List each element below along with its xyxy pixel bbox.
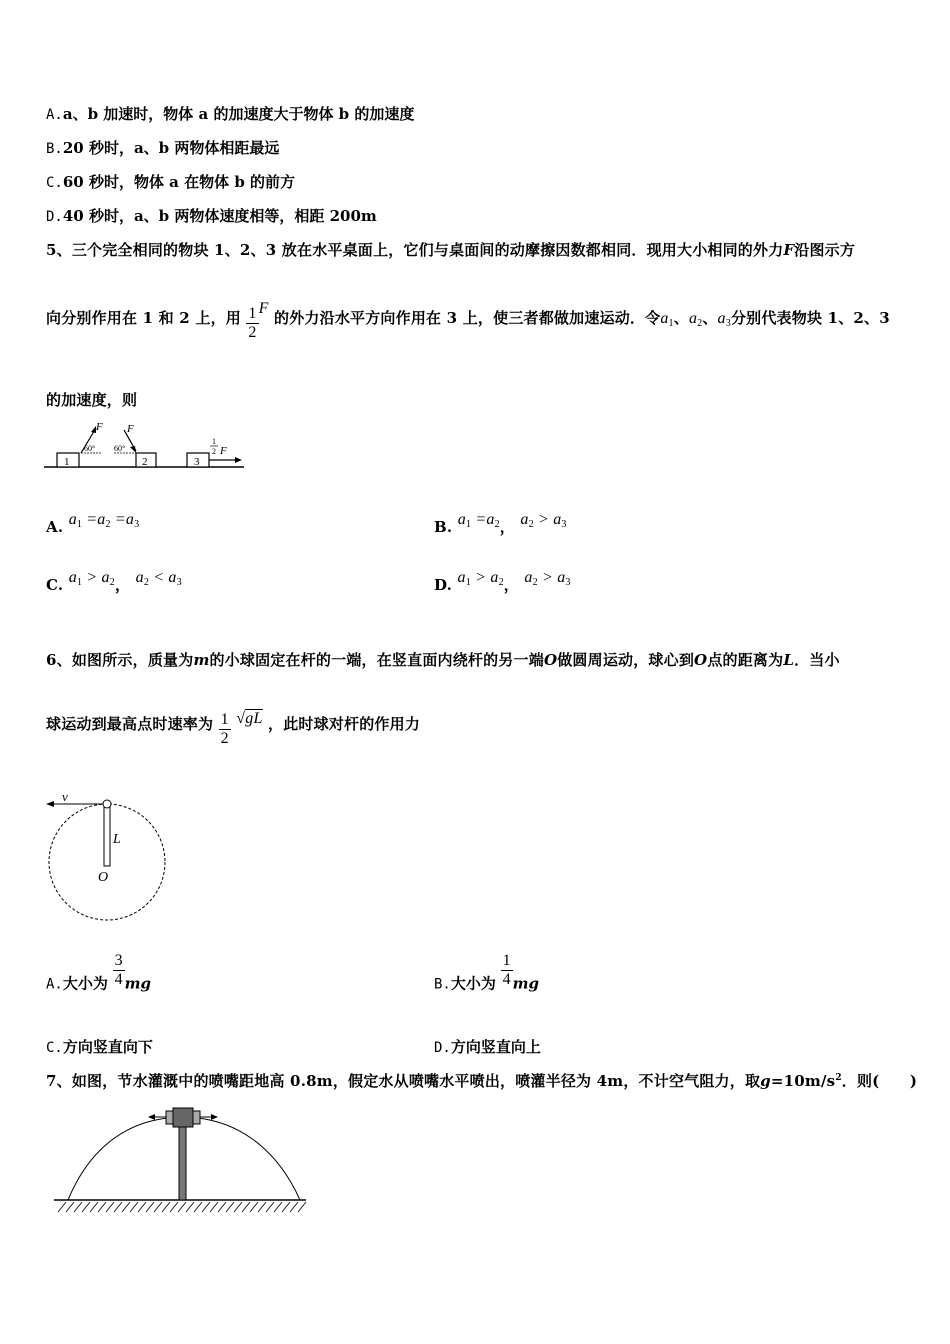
svg-text:60°: 60° bbox=[84, 444, 96, 453]
q5-blocks-figure bbox=[44, 418, 248, 470]
q5-option-c: C. $a_1 > a_2$， $a_2 < a_3$ bbox=[46, 569, 182, 594]
svg-text:O: O bbox=[98, 870, 109, 885]
q6-option-c: C.方向竖直向下 bbox=[46, 1038, 153, 1056]
svg-text:v: v bbox=[62, 789, 68, 804]
q4-option-c: C.60 秒时，物体 a 在物体 b 的前方 bbox=[46, 173, 296, 191]
svg-text:1: 1 bbox=[64, 456, 70, 468]
q4-option-d: D.40 秒时，a、b 两物体速度相等，相距 200m bbox=[46, 207, 377, 225]
svg-text:2: 2 bbox=[212, 447, 216, 456]
q5-stem-line3: 的加速度，则 bbox=[46, 391, 138, 409]
q5-option-b: B. $a_1 =a_2$， $a_2 > a_3$ bbox=[434, 511, 567, 536]
q5-option-a: A. $a_1 =a_2 =a_3$ bbox=[46, 511, 140, 536]
q6-option-d: D.方向竖直向上 bbox=[434, 1038, 541, 1056]
q6-stem-line2: 球运动到最高点时速率为 $\frac{1}{2}$ √gL ，此时球对杆的作用力 bbox=[46, 710, 421, 747]
q6-circle-figure bbox=[40, 788, 175, 928]
svg-text:F: F bbox=[127, 423, 134, 435]
q4-option-b: B.20 秒时，a、b 两物体相距最远 bbox=[46, 139, 280, 157]
q5-option-d: D. $a_1 > a_2$， $a_2 > a_3$ bbox=[434, 569, 571, 594]
q7-stem: 7、如图，节水灌溉中的喷嘴距地高 0.8m，假定水从喷嘴水平喷出，喷灌半径为 4m，不计空气阻力，取$g=10m/s^2$．则( ) bbox=[46, 1072, 918, 1090]
q5-stem-line2: 向分别作用在 1 和 2 上，用 $\frac{1}{2}$ F 的外力沿水平方向作用在 3 上，使三者都做加速运动．令$a_1$、$a_2$、$a_3$分别代表物块 1、2、3 bbox=[46, 300, 890, 341]
svg-text:F: F bbox=[96, 421, 103, 433]
svg-text:1: 1 bbox=[212, 437, 216, 446]
q6-option-b: B.大小为 $\frac{1}{4}$ mg bbox=[434, 952, 540, 993]
q5-fraction-half: $\frac{1}{2}$ bbox=[248, 305, 257, 341]
svg-text:L: L bbox=[113, 832, 121, 847]
q6-fraction-half: $\frac{1}{2}$ bbox=[220, 711, 229, 747]
svg-text:3: 3 bbox=[194, 456, 200, 468]
q6-option-a: A.大小为 $\frac{3}{4}$ mg bbox=[46, 952, 152, 993]
q4-option-a: A.a、b 加速时，物体 a 的加速度大于物体 b 的加速度 bbox=[46, 105, 415, 123]
svg-text:F: F bbox=[220, 445, 227, 457]
q7-sprinkler-figure bbox=[52, 1102, 308, 1216]
q6-stem-line1: 6、如图所示，质量为m的小球固定在杆的一端，在竖直面内绕杆的另一端O做圆周运动，球心到O点的距离为L．当小 bbox=[46, 651, 840, 669]
svg-text:60°: 60° bbox=[114, 444, 126, 453]
q5-stem-line1: 5、三个完全相同的物块 1、2、3 放在水平桌面上，它们与桌面间的动摩擦因数都相同．现用大小相同的外力F沿图示方 bbox=[46, 241, 856, 259]
svg-text:2: 2 bbox=[142, 456, 148, 468]
